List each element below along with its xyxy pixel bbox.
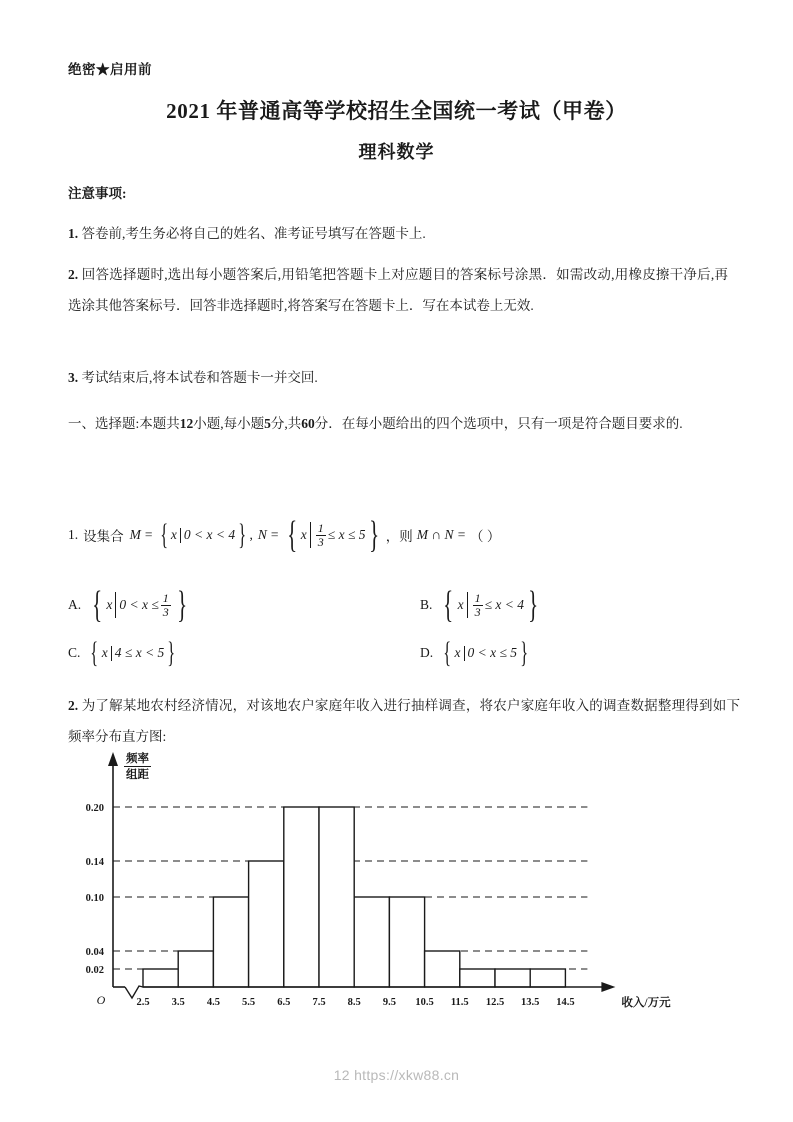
fraction-one-third xyxy=(161,592,171,618)
y-tick-label: 0.10 xyxy=(85,893,104,904)
notice-item-1 xyxy=(68,218,728,249)
secret-notice: 绝密★启用前 xyxy=(68,62,152,77)
set-n-symbol: N xyxy=(257,527,267,543)
fraction-numerator: 1 xyxy=(162,591,169,605)
histogram-bar xyxy=(495,969,530,987)
section-one-instructions xyxy=(68,408,728,439)
histogram-bar xyxy=(284,807,319,987)
x-axis-label: 收入/万元 xyxy=(621,997,671,1009)
x-tick-label: 5.5 xyxy=(242,997,256,1008)
notice-item-3-number: 3. xyxy=(68,370,79,385)
set-n-condition: ≤ x ≤ 5 xyxy=(327,527,366,543)
histogram-bar xyxy=(389,897,424,987)
notice-item-3-text: 考试结束后,将本试卷和答题卡一并交回. xyxy=(81,370,318,385)
x-tick-label: 9.5 xyxy=(382,997,396,1008)
fraction-numerator: 1 xyxy=(474,591,481,605)
question-1-prefix: 设集合 xyxy=(83,529,124,545)
notice-item-3 xyxy=(68,362,728,393)
option-a[interactable] xyxy=(68,584,191,627)
notice-item-1-text: 答卷前,考生务必将自己的姓名、准考证号填写在答题卡上. xyxy=(81,226,426,241)
option-d[interactable] xyxy=(420,636,531,669)
question-2 xyxy=(68,690,740,752)
option-a-content: { x 0 < x ≤ $\frac{1}{3}$ } xyxy=(92,584,187,627)
set-divider-icon xyxy=(115,592,116,618)
x-tick-label: 11.5 xyxy=(450,997,469,1008)
fraction-one-third xyxy=(316,522,326,548)
comma-separator: , xyxy=(249,527,253,543)
option-d-condition: 0 < x ≤ 5 xyxy=(467,645,518,660)
y-axis-label-numerator: 频率 xyxy=(126,753,149,765)
question-1 xyxy=(68,514,501,557)
histogram-bar xyxy=(143,969,178,987)
option-c-content: { x 4 ≤ x < 5 } xyxy=(90,636,176,669)
set-divider-icon xyxy=(180,528,181,543)
option-b-content: { x $\frac{1}{3}$ ≤ x < 4 } xyxy=(443,584,539,627)
option-b[interactable] xyxy=(420,584,542,627)
option-a-condition: 0 < x ≤ xyxy=(119,597,159,613)
question-1-number: 1. xyxy=(68,527,79,543)
set-n-variable: x xyxy=(300,527,307,543)
origin-label: O xyxy=(96,993,106,1007)
x-tick-label: 13.5 xyxy=(521,997,540,1008)
y-axis-arrow-icon xyxy=(108,752,118,766)
y-tick-label: 0.04 xyxy=(85,947,104,958)
fraction-denominator: 3 xyxy=(474,604,481,619)
y-tick-label: 0.20 xyxy=(85,803,104,814)
option-c-condition: 4 ≤ x < 5 xyxy=(114,645,165,660)
page-number: 12 xyxy=(333,1067,350,1083)
set-m-variable: x xyxy=(170,527,177,543)
histogram-bar xyxy=(249,861,284,987)
x-tick-label: 14.5 xyxy=(556,997,575,1008)
set-divider-icon xyxy=(111,646,112,661)
y-tick-label: 0.02 xyxy=(85,965,104,976)
option-b-variable: x xyxy=(457,597,464,613)
histogram-bar xyxy=(530,969,565,987)
notice-item-2-text: 回答选择题时,选出每小题答案后,用铅笔把答题卡上对应题目的答案标号涂黑．如需改动,用橡皮擦干净后,再选涂其他答案标号．回答非选择题时,将答案写在答题卡上．写在本试卷上无效. xyxy=(68,267,729,313)
question-1-expression: M ∩ N = xyxy=(416,527,466,543)
x-tick-label: 12.5 xyxy=(485,997,505,1008)
option-d-tag: D. xyxy=(420,645,434,660)
histogram-bar xyxy=(460,969,495,987)
x-tick-label: 6.5 xyxy=(277,997,291,1008)
option-b-tag: B. xyxy=(420,597,433,613)
equals-sign-2: = xyxy=(270,527,279,543)
answer-blank: （ ） xyxy=(469,529,501,545)
histogram-bar xyxy=(425,951,460,987)
set-m-symbol: M xyxy=(129,527,141,543)
fraction-denominator: 3 xyxy=(162,604,169,619)
set-m-condition: 0 < x < 4 xyxy=(183,527,236,543)
page-footer xyxy=(0,1067,793,1083)
x-tick-label: 8.5 xyxy=(347,997,361,1008)
notice-heading: 注意事项: xyxy=(68,186,127,201)
option-c[interactable] xyxy=(68,636,179,669)
fraction-numerator: 1 xyxy=(317,521,324,535)
option-c-variable: x xyxy=(101,645,108,660)
histogram-bar xyxy=(354,897,389,987)
equals-sign-1: = xyxy=(144,527,153,543)
option-d-content: { x 0 < x ≤ 5 } xyxy=(443,636,529,669)
notice-item-2-number: 2. xyxy=(68,267,79,282)
fraction-denominator: 3 xyxy=(317,534,324,549)
y-tick-label: 0.14 xyxy=(85,857,104,868)
option-c-tag: C. xyxy=(68,645,81,660)
set-divider-icon xyxy=(467,592,468,618)
x-axis-arrow-icon xyxy=(601,982,615,992)
question-2-number: 2. xyxy=(68,698,79,713)
page-subtitle: 理科数学 xyxy=(358,142,435,162)
set-divider-icon xyxy=(464,646,465,661)
x-tick-label: 4.5 xyxy=(206,997,220,1008)
x-tick-label: 3.5 xyxy=(171,997,185,1008)
y-axis-label xyxy=(124,752,151,783)
option-a-tag: A. xyxy=(68,597,82,613)
notice-item-2 xyxy=(68,259,728,321)
set-divider-icon xyxy=(310,522,311,548)
notice-item-1-number: 1. xyxy=(68,226,79,241)
set-n-definition: { x $\frac{1}{3}$ ≤ x ≤ 5 } xyxy=(286,514,380,557)
section-mid-2: 分,共 xyxy=(270,416,302,431)
histogram-bar xyxy=(178,951,213,987)
set-m-definition: { x 0 < x < 4 } xyxy=(159,518,247,552)
section-lead: 一、选择题:本题共 xyxy=(68,416,180,431)
x-tick-label: 2.5 xyxy=(136,997,150,1008)
option-d-variable: x xyxy=(454,645,461,660)
histogram-bar xyxy=(319,807,354,987)
option-b-condition: ≤ x < 4 xyxy=(484,597,525,613)
section-points-each: 5 xyxy=(264,416,271,431)
fraction-one-third xyxy=(473,592,483,618)
watermark-url: https://xkw88.cn xyxy=(354,1067,460,1083)
x-tick-label: 10.5 xyxy=(415,997,434,1008)
question-1-connector: ，则 xyxy=(385,529,413,545)
histogram-bar xyxy=(213,897,248,987)
x-tick-label: 7.5 xyxy=(312,997,326,1008)
frequency-histogram xyxy=(60,748,740,1013)
question-2-text: 为了解某地农村经济情况，对该地农户家庭年收入进行抽样调查，将农户家庭年收入的调查数据整理得到如下频率分布直方图: xyxy=(68,698,740,744)
section-tail: 分．在每小题给出的四个选项中，只有一项是符合题目要求的. xyxy=(314,416,683,431)
histogram-svg xyxy=(60,748,740,1013)
option-a-variable: x xyxy=(106,597,113,613)
y-axis-label-denominator: 组距 xyxy=(124,766,151,782)
section-mid-1: 小题,每小题 xyxy=(193,416,265,431)
section-question-count: 12 xyxy=(179,416,194,431)
section-points-total: 60 xyxy=(301,416,315,431)
page-title: 2021 年普通高等学校招生全国统一考试（甲卷） xyxy=(166,99,627,123)
